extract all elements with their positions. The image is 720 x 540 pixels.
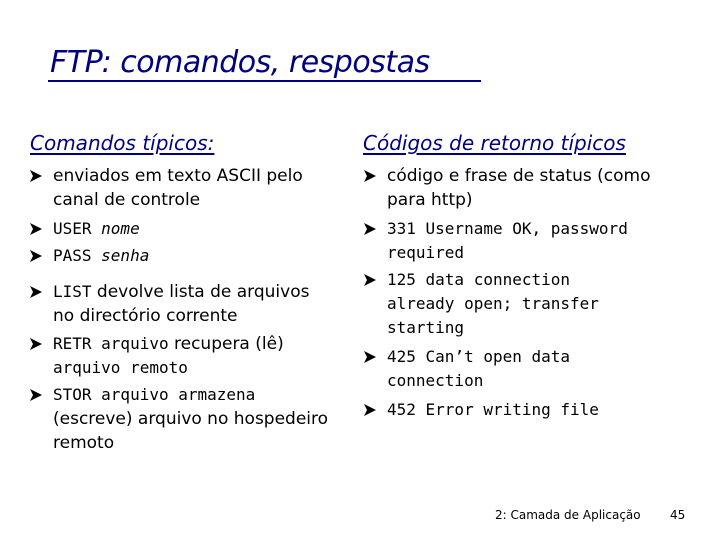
arrow-bullet-icon	[28, 168, 44, 184]
left-list-item	[53, 244, 149, 268]
arrow-bullet-icon	[362, 221, 378, 237]
arrow-bullet-icon	[28, 387, 44, 403]
title-underline	[48, 80, 481, 82]
item-text: devolve lista de arquivos	[91, 282, 310, 302]
item-text: código e frase de status (como	[387, 166, 651, 186]
item-text: para http)	[387, 190, 473, 210]
item-text: recupera (lê)	[168, 334, 284, 354]
item-text: arquivo armazena	[91, 385, 256, 404]
left-list-item	[53, 164, 303, 212]
footer-page-number: 45	[670, 508, 686, 522]
right-list-item	[387, 398, 599, 422]
item-text: no directório corrente	[53, 306, 238, 326]
right-list-item	[387, 268, 599, 340]
right-list-item	[387, 345, 570, 393]
footer-chapter-label: 2: Camada de Aplicação	[495, 508, 641, 522]
item-text: 331 Username OK, password	[387, 219, 628, 238]
right-list-item	[387, 217, 628, 265]
right-list-item	[387, 164, 650, 212]
left-column-heading: Comandos típicos:	[30, 131, 215, 155]
arrow-bullet-icon	[28, 336, 44, 352]
item-text: 425 Can’t open data	[387, 347, 571, 366]
item-text: connection	[387, 371, 484, 390]
item-text: starting	[387, 318, 465, 337]
command-name: RETR	[53, 334, 92, 353]
item-text: arquivo	[91, 334, 169, 353]
arrow-bullet-icon	[362, 349, 378, 365]
arrow-bullet-icon	[28, 284, 44, 300]
item-text: arquivo remoto	[53, 358, 188, 377]
right-column-heading: Códigos de retorno típicos	[363, 131, 626, 155]
arrow-bullet-icon	[362, 168, 378, 184]
command-name: PASS	[53, 246, 92, 265]
item-text: already open; transfer	[387, 294, 599, 313]
arrow-bullet-icon	[362, 402, 378, 418]
command-name: LIST	[53, 282, 92, 301]
item-text: 452 Error writing file	[387, 400, 599, 419]
slide-title: FTP: comandos, respostas	[50, 45, 430, 80]
item-text: enviados em texto ASCII pelo	[53, 166, 303, 186]
arrow-bullet-icon	[28, 248, 44, 264]
item-text: (escreve) arquivo no hospedeiro	[53, 409, 329, 429]
item-text: required	[387, 243, 465, 262]
left-list-item	[53, 332, 284, 380]
command-arg: nome	[91, 219, 140, 238]
command-arg: senha	[91, 246, 150, 265]
item-text: 125 data connection	[387, 270, 571, 289]
item-text: canal de controle	[53, 190, 201, 210]
item-text: remoto	[53, 433, 115, 453]
left-list-item	[53, 217, 140, 241]
left-list-item	[53, 383, 328, 455]
command-name: USER	[53, 219, 92, 238]
arrow-bullet-icon	[362, 272, 378, 288]
arrow-bullet-icon	[28, 221, 44, 237]
command-name: STOR	[53, 385, 92, 404]
left-list-item	[53, 280, 309, 328]
